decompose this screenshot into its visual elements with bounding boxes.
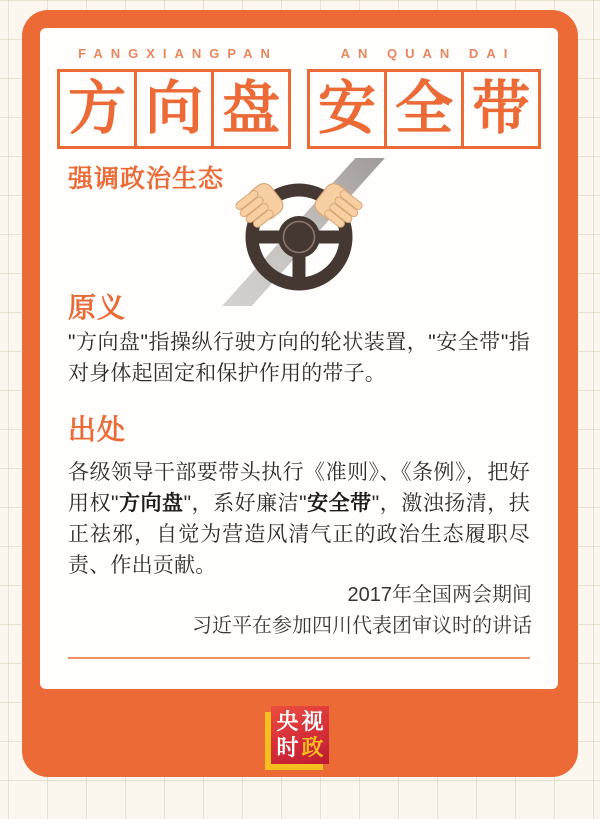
title-char: 全 <box>394 76 453 141</box>
title-group-fangxiangpan <box>57 47 291 149</box>
section-heading-source: 出处 <box>68 414 127 445</box>
logo-text-yangshi: 央视 <box>276 709 327 734</box>
attribution-line-speaker: 习近平在参加四川代表团审议时的讲话 <box>192 615 532 637</box>
pinyin-anquandai: AN QUAN DAI <box>340 46 516 61</box>
title-char: 向 <box>144 76 203 141</box>
quote-segment-bold: 方向盘 <box>118 492 184 515</box>
title-char: 方 <box>67 76 126 141</box>
logo-text-line2 <box>273 735 326 761</box>
poster-orange-frame <box>22 10 578 777</box>
quote-segment: 各级领导干部要带头执行《准则》、《条例》，把好用权" <box>68 461 530 515</box>
title-char-box <box>211 69 291 149</box>
title-char: 盘 <box>221 76 280 141</box>
logo-text-shi: 时 <box>276 735 302 760</box>
quote-segment-bold: 安全带 <box>306 492 372 515</box>
quote-segment: "，系好廉洁" <box>183 492 307 515</box>
title-block <box>40 47 558 149</box>
source-quote-text <box>68 457 530 581</box>
content-card <box>40 28 558 689</box>
section-heading-original-meaning: 原义 <box>68 292 127 323</box>
title-char: 安 <box>317 76 376 141</box>
quote-attribution <box>192 580 532 642</box>
title-boxes-fangxiangpan <box>57 69 291 149</box>
steering-wheel-illustration <box>211 158 387 306</box>
pinyin-fangxiangpan: FANGXIANGPAN <box>78 46 278 61</box>
logo-text-line1 <box>273 709 326 735</box>
quote-segment: "，激浊扬清，扶正祛邪，自觉为营造风清气正的政治生态履职尽责、作出贡献。 <box>68 492 531 577</box>
original-meaning-text: "方向盘"指操纵行驶方向的轮状装置，"安全带"指对身体起固定和保护作用的带子。 <box>68 331 530 385</box>
tagline: 强调政治生态 <box>68 165 225 193</box>
cctv-shizheng-logo <box>265 706 337 778</box>
title-char: 带 <box>471 76 530 141</box>
logo-red-square <box>271 706 329 764</box>
divider-line <box>68 657 530 659</box>
logo-text-zheng: 政 <box>301 735 327 760</box>
title-char-box <box>134 69 214 149</box>
title-group-anquandai <box>307 47 541 149</box>
title-char-box <box>384 69 464 149</box>
title-char-box <box>307 69 387 149</box>
attribution-line-date: 2017年全国两会期间 <box>347 584 532 606</box>
title-char-box <box>57 69 137 149</box>
title-char-box <box>461 69 541 149</box>
title-boxes-anquandai <box>307 69 541 149</box>
